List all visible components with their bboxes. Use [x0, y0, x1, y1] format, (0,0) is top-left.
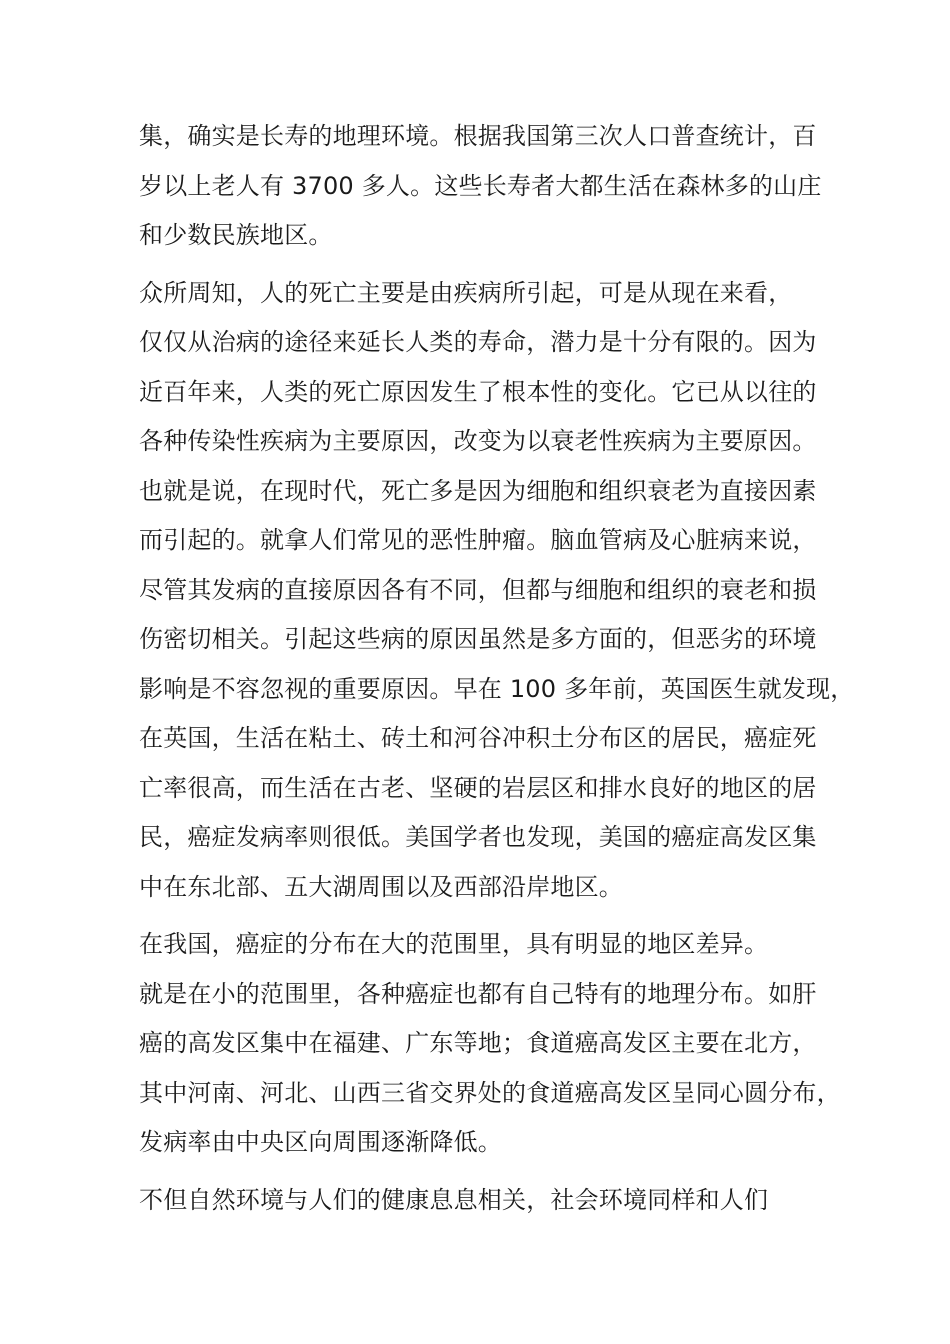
text-line: 也就是说，在现时代，死亡多是因为细胞和组织衰老为直接因素: [139, 476, 817, 505]
text-line: 不但自然环境与人们的健康息息相关，社会环境同样和人们: [139, 1185, 769, 1214]
text-line: 尽管其发病的直接原因各有不同，但都与细胞和组织的衰老和损: [139, 575, 817, 604]
paragraph-2: [139, 269, 855, 913]
text-line: 其中河南、河北、山西三省交界处的食道癌高发区呈同心圆分布，: [139, 1078, 841, 1107]
text-line: 亡率很高，而生活在古老、坚硬的岩层区和排水良好的地区的居: [139, 773, 817, 802]
text-line: 癌的高发区集中在福建、广东等地；食道癌高发区主要在北方，: [139, 1029, 817, 1057]
text-line: 伤密切相关。引起这些病的原因虽然是多方面的，但恶劣的环境: [139, 625, 817, 653]
text-line: 岁以上老人有 3700 多人。这些长寿者大都生活在森林多的山庄: [139, 171, 822, 200]
body-text: [139, 112, 855, 1225]
text-line: 民，癌症发病率则很低。美国学者也发现，美国的癌症高发区集: [139, 823, 817, 851]
text-line: 就是在小的范围里，各种癌症也都有自己特有的地理分布。如肝: [139, 979, 817, 1008]
text-line: 影响是不容忽视的重要原因。早在 100 多年前，英国医生就发现，: [139, 674, 855, 703]
text-line: 中在东北部、五大湖周围以及西部沿岸地区。: [139, 872, 623, 901]
text-line: 而引起的。就拿人们常见的恶性肿瘤。脑血管病及心脏病来说，: [139, 526, 817, 554]
text-line: 集，确实是长寿的地理环境。根据我国第三次人口普查统计，百: [139, 122, 817, 150]
text-line: 发病率由中央区向周围逐渐降低。: [139, 1128, 502, 1156]
paragraph-1: [139, 112, 822, 261]
text-line: 近百年来，人类的死亡原因发生了根本性的变化。它已从以往的: [139, 377, 817, 406]
text-line: 仅仅从治病的途径来延长人类的寿命，潜力是十分有限的。因为: [139, 328, 817, 356]
text-line: 在英国，生活在粘土、砖土和河谷冲积土分布区的居民，癌症死: [139, 724, 817, 752]
text-line: 和少数民族地区。: [139, 221, 333, 249]
paragraph-3: [139, 920, 841, 1168]
text-line: 众所周知，人的死亡主要是由疾病所引起，可是从现在来看，: [139, 278, 793, 307]
paragraph-4: [139, 1176, 819, 1226]
text-line: 各种传染性疾病为主要原因，改变为以衰老性疾病为主要原因。: [139, 427, 817, 455]
text-line: 在我国，癌症的分布在大的范围里，具有明显的地区差异。: [139, 930, 769, 958]
